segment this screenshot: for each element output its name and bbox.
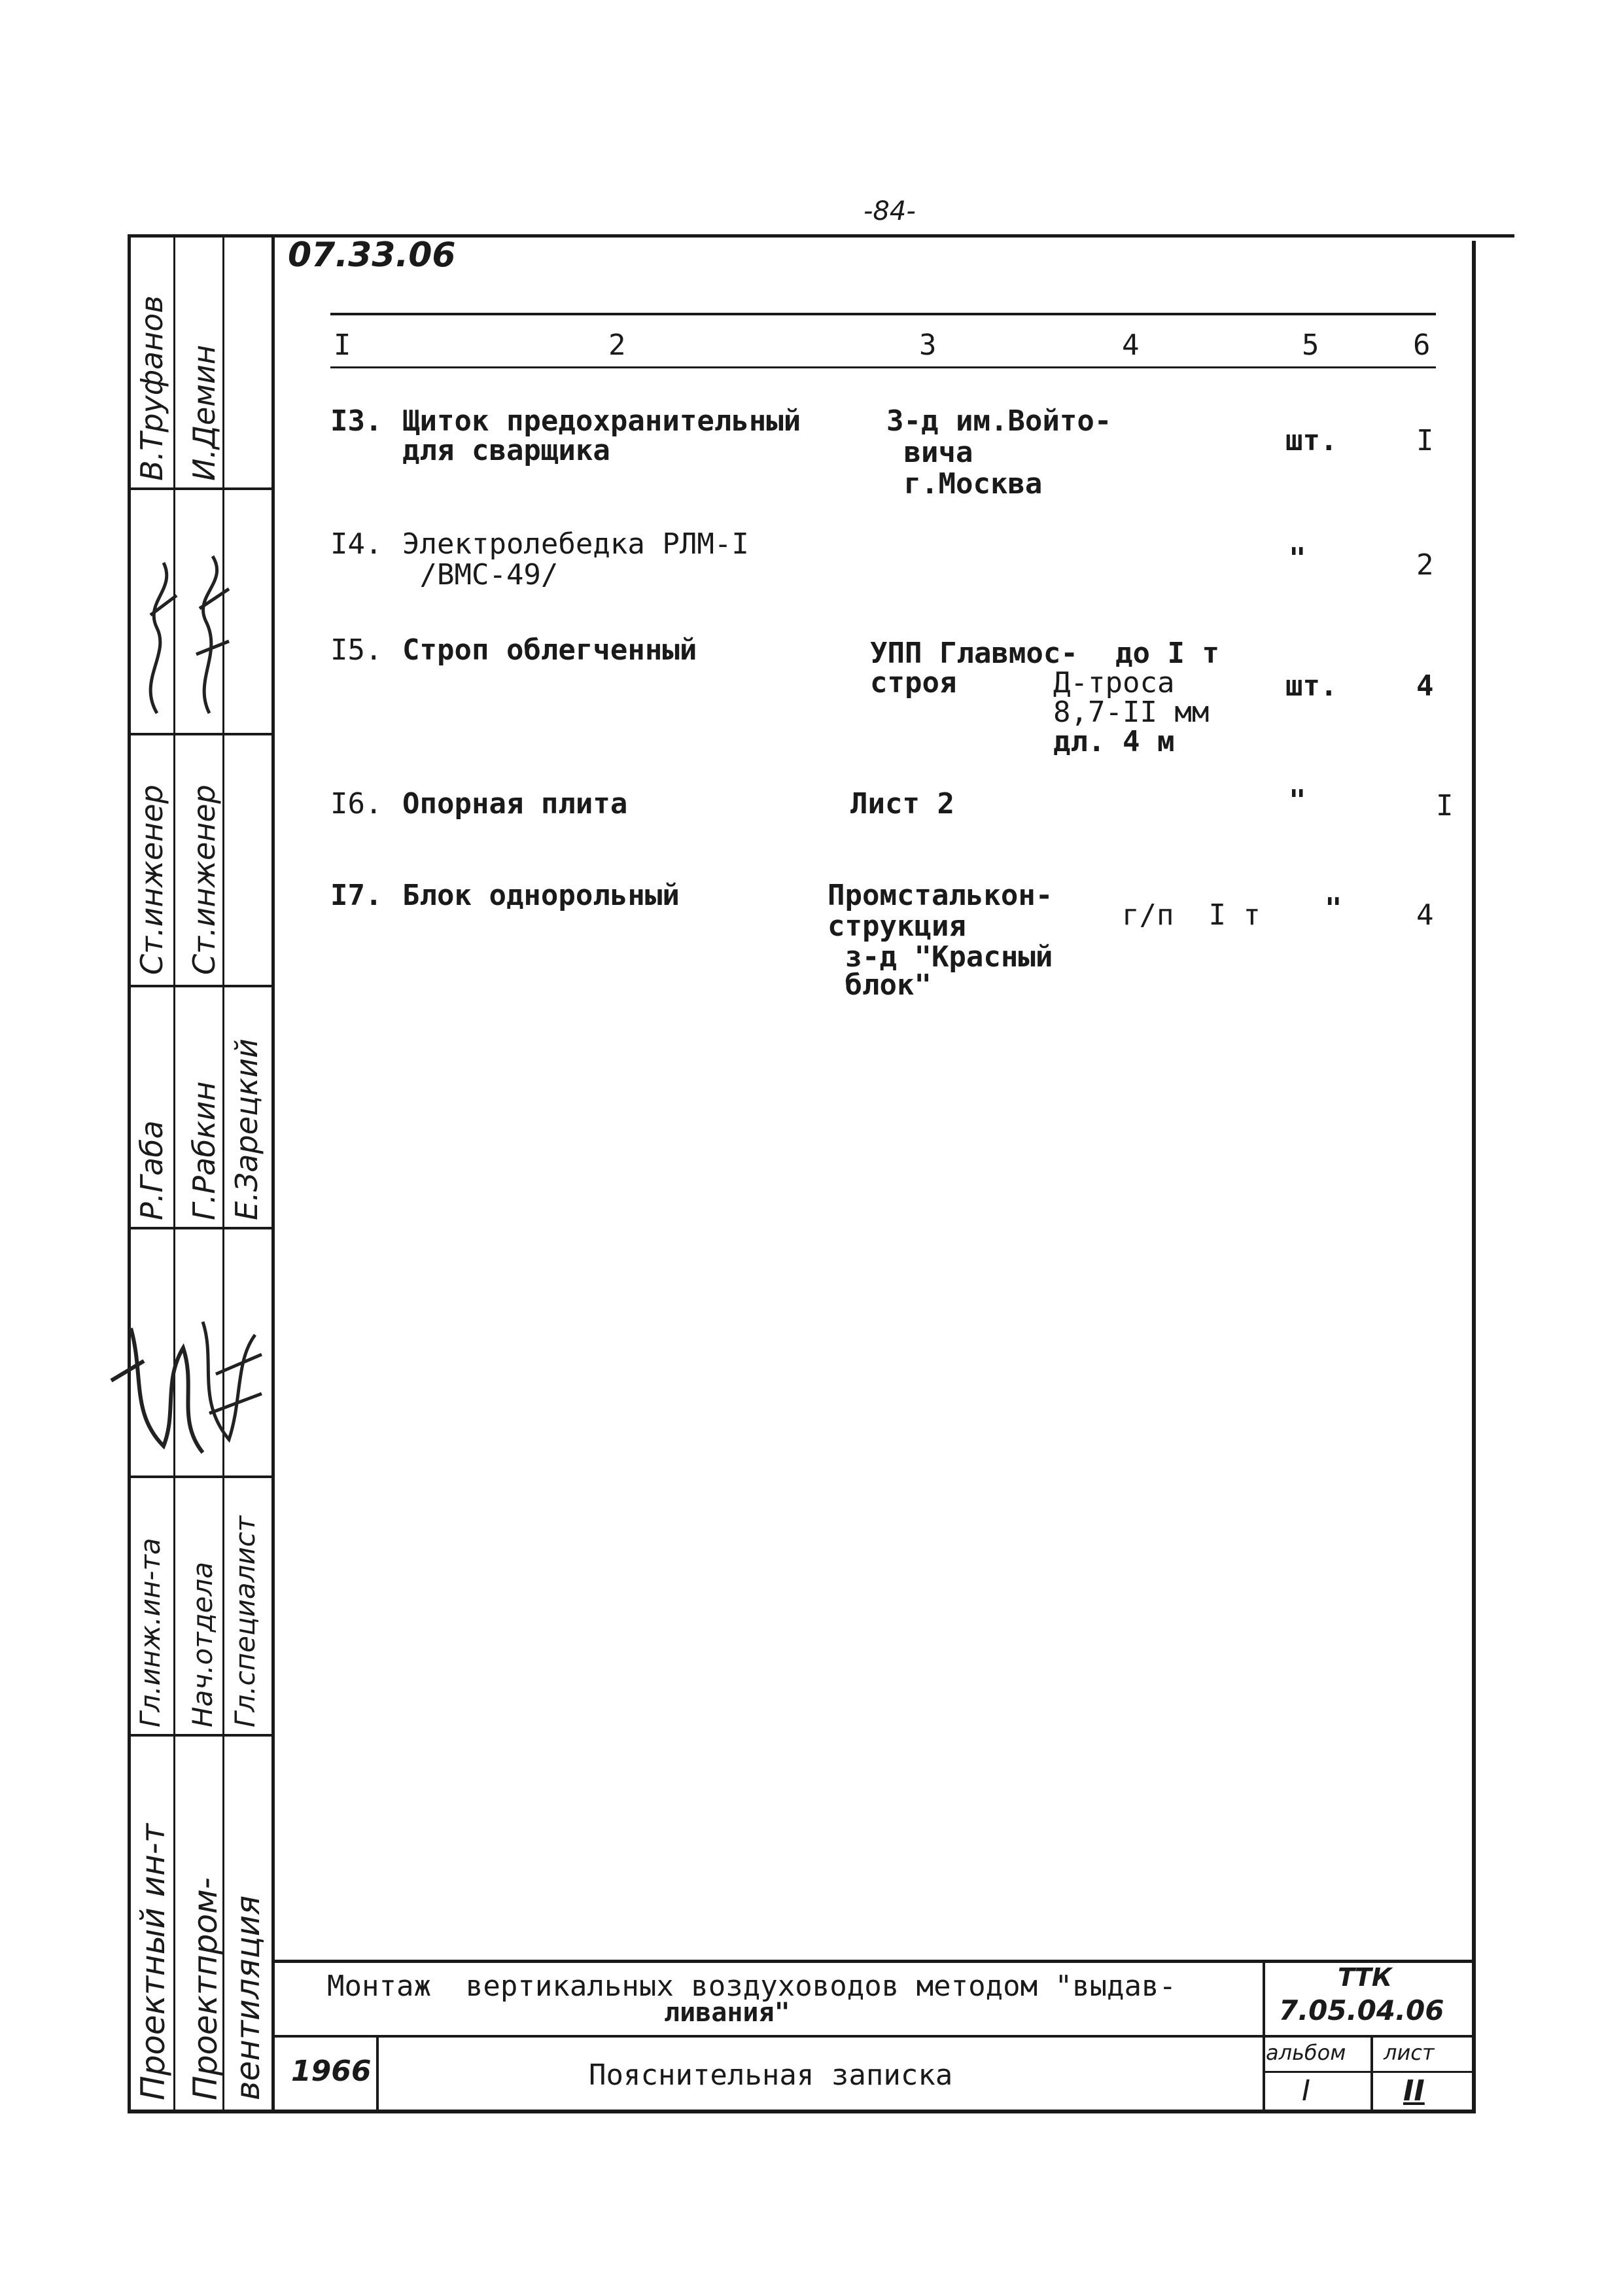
stamp-name: Г.Рабкин xyxy=(186,1081,222,1220)
row-supplier-line: з-д "Красный xyxy=(828,940,1053,974)
title-block-top-line xyxy=(271,1960,1476,1963)
row-unit: шт. xyxy=(1285,669,1338,703)
signature-mark xyxy=(105,1282,275,1472)
row-unit: " xyxy=(1289,784,1306,817)
row-num: I7. xyxy=(330,879,383,912)
title-block-subtitle: Пояснительная записка xyxy=(589,2058,953,2092)
row-num: I3. xyxy=(330,404,383,438)
title-block-divider-v2 xyxy=(376,2035,379,2112)
stamp-position: Ст.инженер xyxy=(134,785,169,975)
row-spec-line: Д-троса xyxy=(1053,666,1175,699)
title-block-main-title-cont: ливания" xyxy=(664,1998,790,2028)
stamp-position: Ст.инженер xyxy=(186,785,222,975)
stamp-org-line: Проектпром- xyxy=(186,1877,224,2100)
row-supplier-line: строя xyxy=(870,666,957,699)
title-block-sub-rule xyxy=(1263,2071,1476,2073)
page-number: -84- xyxy=(864,196,916,226)
title-block-main-title: Монтаж вертикальных воздуховодов методом "выдав- xyxy=(327,1969,1177,2003)
stamp-name: В.Труфанов xyxy=(134,295,169,481)
stamp-row-line-4 xyxy=(128,1227,275,1229)
row-supplier-line: З-д им.Войто- xyxy=(886,404,1112,438)
stamp-row-line-1 xyxy=(128,487,275,490)
stamp-name: И.Демин xyxy=(186,345,222,481)
row-name-line: Опорная плита xyxy=(402,787,628,821)
stamp-name: Е.Зарецкий xyxy=(229,1038,264,1220)
row-supplier-line: Промсталькон- xyxy=(828,879,1053,912)
table-header-rule xyxy=(330,313,1436,315)
row-qty: I xyxy=(1436,789,1454,822)
stamp-position: Нач.отдела xyxy=(186,1561,218,1727)
stamp-row-line-3 xyxy=(128,985,275,987)
col-header-2: 2 xyxy=(608,328,626,362)
row-supplier-line: струкция xyxy=(828,910,966,943)
col-header-1: I xyxy=(334,328,351,362)
frame-bottom-line xyxy=(128,2110,1476,2113)
title-block-sheet: II xyxy=(1403,2074,1425,2108)
doc-code: 07.33.06 xyxy=(288,236,456,275)
title-block-code-label: ТТК xyxy=(1338,1963,1392,1992)
stamp-org-line: вентиляция xyxy=(229,1895,267,2100)
title-block-sheet-label: лист xyxy=(1384,2040,1435,2065)
row-qty: I xyxy=(1416,424,1434,457)
signature-mark xyxy=(131,497,275,726)
col-header-6: 6 xyxy=(1413,328,1431,362)
col-header-4: 4 xyxy=(1122,328,1140,362)
stamp-position: Гл.специалист xyxy=(229,1515,261,1727)
row-supplier-line: вича xyxy=(886,436,973,469)
col-header-5: 5 xyxy=(1302,328,1319,362)
row-num: I4. xyxy=(330,527,383,561)
row-qty: 4 xyxy=(1416,669,1434,703)
stamp-row-line-2 xyxy=(128,733,275,735)
stamp-row-line-5 xyxy=(128,1475,275,1478)
row-qty: 4 xyxy=(1416,898,1434,932)
title-block-code: 7.05.04.06 xyxy=(1279,1994,1444,2026)
row-supplier-line: Лист 2 xyxy=(850,787,954,821)
row-name-line: /ВМС-49/ xyxy=(402,558,559,592)
col-header-3: 3 xyxy=(919,328,937,362)
row-name-line: Электролебедка РЛМ-I xyxy=(402,527,749,561)
table-header-underline xyxy=(330,366,1436,368)
row-unit: " xyxy=(1325,892,1342,925)
row-spec-line: г/п I т xyxy=(1122,898,1261,932)
row-spec-line: до I т xyxy=(1115,637,1219,670)
title-block-mid-line xyxy=(271,2035,1476,2038)
row-name-line: Строп облегченный xyxy=(402,633,697,667)
title-block-divider-v3 xyxy=(1370,2035,1373,2112)
title-block-year: 1966 xyxy=(291,2055,372,2088)
row-qty: 2 xyxy=(1416,548,1434,582)
row-spec-line: дл. 4 м xyxy=(1053,725,1175,758)
stamp-org-line: Проектный ин-т xyxy=(134,1824,172,2100)
row-name-line: Блок однорольный xyxy=(402,879,680,912)
row-name-line: Щиток предохранительный xyxy=(402,404,801,438)
row-supplier-line: УПП Главмос- xyxy=(870,637,1078,670)
row-supplier-line: г.Москва xyxy=(886,467,1043,501)
title-block-divider-v1 xyxy=(1263,1960,1265,2112)
row-spec-line: 8,7-II мм xyxy=(1053,696,1210,729)
row-unit: шт. xyxy=(1285,424,1338,457)
stamp-name: Р.Габа xyxy=(134,1120,169,1220)
title-block-album: I xyxy=(1302,2074,1310,2108)
row-supplier-line: блок" xyxy=(828,968,932,1002)
row-num: I5. xyxy=(330,633,383,667)
stamp-position: Гл.инж.ин-та xyxy=(134,1538,166,1727)
row-name-line: для сварщика xyxy=(402,434,610,467)
frame-right-line xyxy=(1472,241,1476,2112)
stamp-row-line-6 xyxy=(128,1734,275,1737)
row-num: I6. xyxy=(330,787,383,821)
title-block-album-label: альбом xyxy=(1266,2040,1346,2065)
row-unit: " xyxy=(1289,542,1306,575)
